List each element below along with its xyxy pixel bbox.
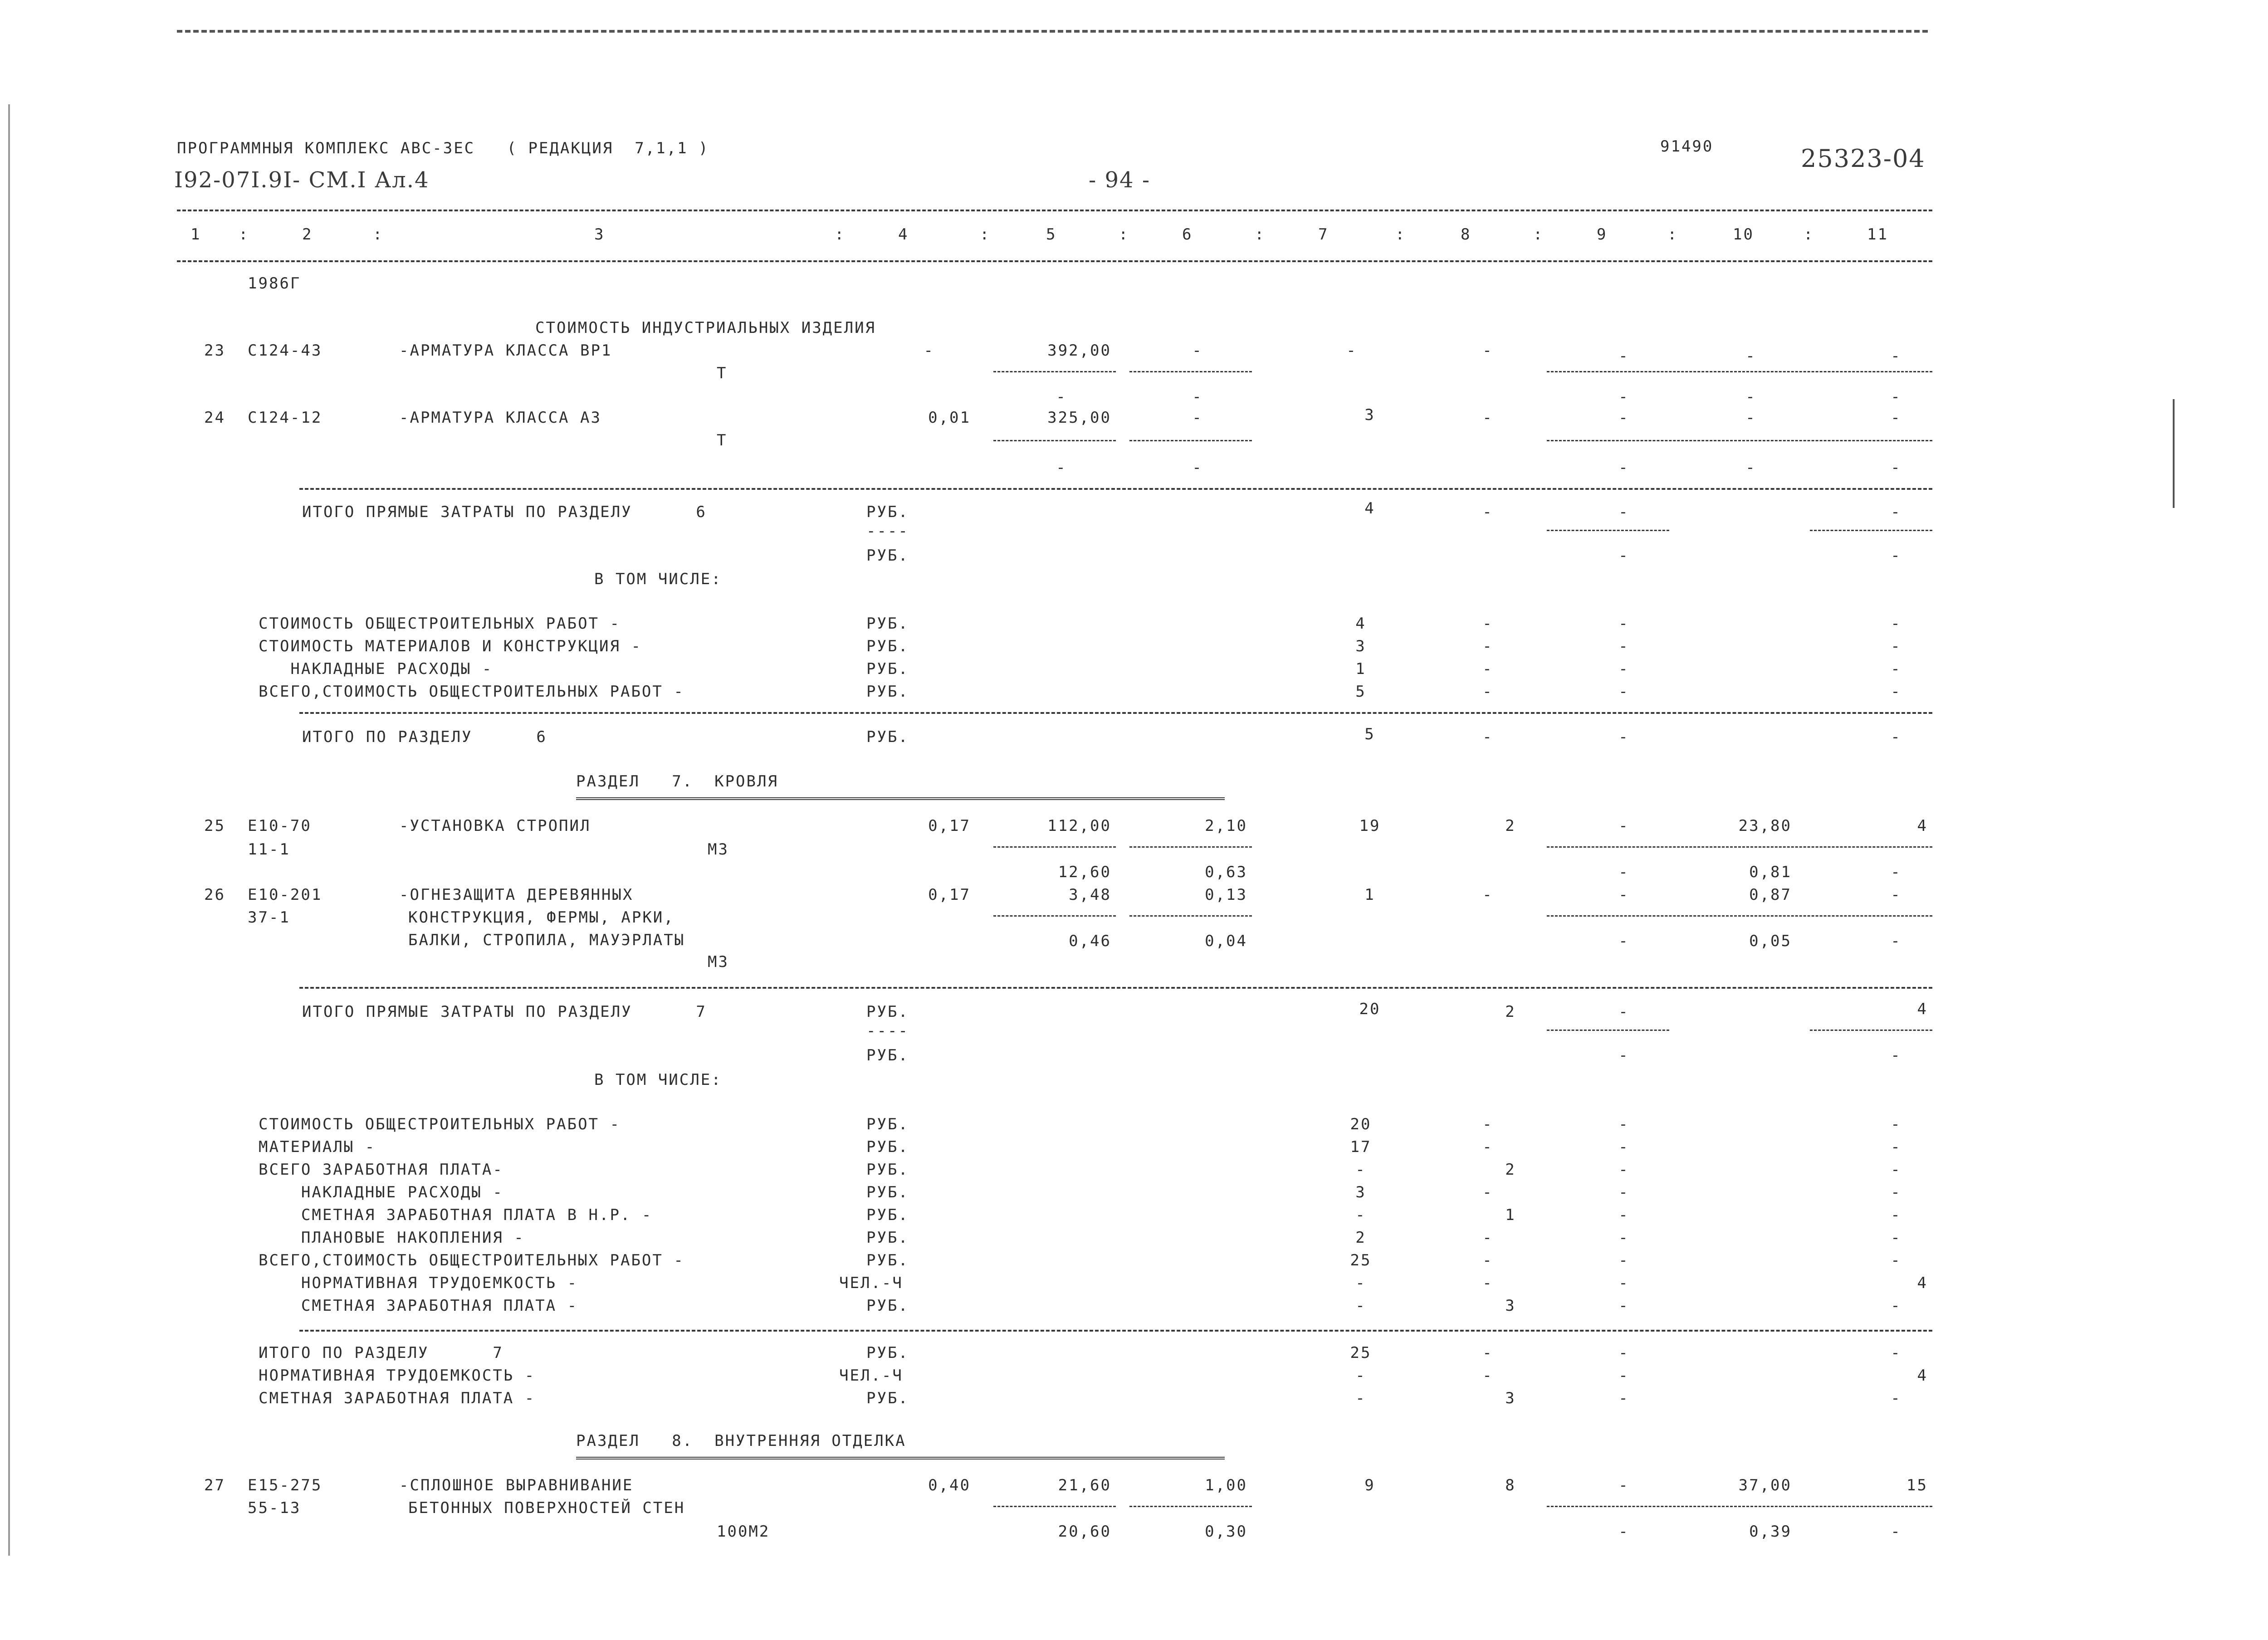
cell-col7: 20 [1359, 1000, 1381, 1018]
left-edge-line [8, 104, 10, 1556]
cell-col9: - [1618, 459, 1629, 477]
cell-col11: - [1891, 728, 1901, 746]
line-unit: РУБ. [866, 1115, 909, 1133]
cell-col7: - [1346, 342, 1357, 360]
cell-col6: 0,30 [1205, 1523, 1247, 1541]
line-label: МАТЕРИАЛЫ - [259, 1138, 376, 1156]
cell-col5: - [1056, 388, 1067, 406]
row-code: Е10-201 [248, 886, 323, 904]
cell-col8: - [1482, 886, 1493, 904]
cell-col11: 4 [1917, 817, 1928, 835]
cell-col9: - [1618, 615, 1629, 633]
cell-col6: 0,13 [1205, 886, 1247, 904]
cell-col9: - [1618, 932, 1629, 950]
line-label: ИТОГО ПО РАЗДЕЛУ 7 [259, 1344, 503, 1362]
cell-col9: - [1618, 683, 1629, 701]
column-separator: : [980, 225, 991, 244]
cell-col8: - [1482, 728, 1493, 746]
cell-col11: - [1891, 1206, 1901, 1224]
document-code: 91490 [1660, 137, 1714, 156]
line-unit: РУБ. [866, 1297, 909, 1315]
cell-col10: - [1745, 347, 1756, 365]
row-number: 27 [204, 1476, 225, 1494]
cell-split-rule [1129, 440, 1252, 441]
cell-col8: 2 [1505, 817, 1516, 835]
cell-split-rule [1547, 371, 1932, 372]
cell-col4: 0,17 [928, 817, 971, 835]
cell-col8: 1 [1505, 1206, 1516, 1224]
cell-split-rule [1129, 846, 1252, 848]
cell-split-rule [1129, 915, 1252, 917]
column-separator: : [1533, 225, 1544, 244]
cell-col11: - [1891, 660, 1901, 678]
line-unit: ЧЕЛ.-Ч [839, 1367, 903, 1385]
cell-col11: - [1891, 932, 1901, 950]
cell-col7: 25 [1350, 1344, 1372, 1362]
cell-col5: 112,00 [1047, 817, 1111, 835]
cell-col5: 0,46 [1069, 932, 1111, 950]
column-number: 5 [1046, 225, 1057, 244]
cell-col10: - [1745, 388, 1756, 406]
cell-col11: - [1891, 886, 1901, 904]
cell-col11: - [1891, 1115, 1901, 1133]
cell-col7: - [1355, 1274, 1366, 1292]
line-unit: РУБ. [866, 1138, 909, 1156]
cell-col9: - [1618, 637, 1629, 655]
cell-col6: - [1192, 459, 1203, 477]
cell-col11: - [1891, 1389, 1901, 1407]
cell-col9: - [1618, 1274, 1629, 1292]
cell-col9: - [1618, 547, 1629, 565]
cell-col9: - [1618, 1367, 1629, 1385]
line-unit: РУБ. [866, 660, 909, 678]
cell-col6: - [1192, 342, 1203, 360]
cell-col8: - [1482, 503, 1493, 521]
cell-col7: 5 [1355, 683, 1366, 701]
top-edge-dashes [177, 30, 1928, 33]
row-unit: 100М2 [717, 1523, 770, 1541]
header-rule-top [177, 210, 1932, 211]
cell-split-rule [1547, 1030, 1669, 1031]
cell-split-rule [1129, 1506, 1252, 1507]
total-unit: РУБ. [866, 1046, 909, 1064]
cell-col11: - [1891, 547, 1901, 565]
cell-col11: - [1891, 863, 1901, 881]
cell-col9: - [1618, 388, 1629, 406]
document-reference: I92-07I.9I- СМ.I Ал.4 [174, 167, 430, 193]
line-unit: РУБ. [866, 615, 909, 633]
cell-col10: 37,00 [1738, 1476, 1792, 1494]
row-number: 26 [204, 886, 225, 904]
line-label: НАКЛАДНЫЕ РАСХОДЫ - [259, 1183, 503, 1201]
line-label: НАКЛАДНЫЕ РАСХОДЫ - [259, 660, 493, 678]
cell-col8: 3 [1505, 1389, 1516, 1407]
line-unit: РУБ. [866, 1229, 909, 1247]
cell-col7: 9 [1364, 1476, 1375, 1494]
cell-col8: 3 [1505, 1297, 1516, 1315]
cell-col9: - [1618, 347, 1629, 365]
cell-col11: - [1891, 615, 1901, 633]
cell-split-rule [993, 915, 1116, 917]
cell-split-rule [1547, 915, 1932, 917]
section-title-underline [576, 797, 1225, 800]
including-heading: В ТОМ ЧИСЛЕ: [594, 1071, 722, 1089]
cell-col10: 0,39 [1749, 1523, 1792, 1541]
cell-col9: - [1618, 817, 1629, 835]
cell-col7: 1 [1355, 660, 1366, 678]
cell-col6: - [1192, 409, 1203, 427]
cell-col5: 12,60 [1058, 863, 1111, 881]
cell-col4: 0,01 [928, 409, 971, 427]
line-label: СТОИМОСТЬ ОБЩЕСТРОИТЕЛЬНЫХ РАБОТ - [259, 615, 621, 633]
cell-split-rule [993, 1506, 1116, 1507]
column-number: 4 [898, 225, 909, 244]
cell-col9: - [1618, 1161, 1629, 1179]
row-number: 25 [204, 817, 225, 835]
column-separator: : [373, 225, 384, 244]
cell-col10: 23,80 [1738, 817, 1792, 835]
cell-col8: - [1482, 683, 1493, 701]
cell-split-rule [1547, 1506, 1932, 1507]
cell-col9: - [1618, 728, 1629, 746]
cell-col8: - [1482, 409, 1493, 427]
row-code-secondary: 11-1 [248, 840, 290, 859]
cell-col11: - [1891, 1523, 1901, 1541]
cell-split-rule [1810, 1030, 1932, 1031]
cell-col11: - [1891, 637, 1901, 655]
column-number: 1 [191, 225, 201, 244]
cell-col8: - [1482, 1115, 1493, 1133]
row-description: -УСТАНОВКА СТРОПИЛ [399, 817, 591, 835]
cell-col7: - [1355, 1161, 1366, 1179]
cell-col8: - [1482, 1251, 1493, 1269]
line-unit: РУБ. [866, 683, 909, 701]
column-separator: : [1667, 225, 1678, 244]
row-description-line3: БАЛКИ, СТРОПИЛА, МАУЭРЛАТЫ [408, 931, 685, 949]
cell-col8: - [1482, 615, 1493, 633]
section-title: РАЗДЕЛ 8. ВНУТРЕННЯЯ ОТДЕЛКА [576, 1432, 906, 1450]
section-title: РАЗДЕЛ 7. КРОВЛЯ [576, 772, 778, 791]
line-unit: РУБ. [866, 637, 909, 655]
cell-col9: - [1618, 1229, 1629, 1247]
cell-col11: 4 [1917, 1000, 1928, 1018]
cell-col11: - [1891, 1138, 1901, 1156]
cell-col11: - [1891, 1183, 1901, 1201]
cell-col8: - [1482, 1344, 1493, 1362]
cell-col7: - [1355, 1206, 1366, 1224]
cell-col9: - [1618, 1183, 1629, 1201]
row-number: 24 [204, 409, 225, 427]
line-unit: РУБ. [866, 1206, 909, 1224]
cell-col8: - [1482, 637, 1493, 655]
cell-col8: 8 [1505, 1476, 1516, 1494]
cell-col5: 3,48 [1069, 886, 1111, 904]
column-number: 8 [1461, 225, 1471, 244]
total-unit: РУБ. [866, 547, 909, 565]
line-label: СТОИМОСТЬ ОБЩЕСТРОИТЕЛЬНЫХ РАБОТ - [259, 1115, 621, 1133]
cell-split-rule [1547, 530, 1669, 531]
cell-col7: 2 [1355, 1229, 1366, 1247]
total-unit: РУБ. [866, 1003, 909, 1021]
cell-col7: - [1355, 1367, 1366, 1385]
cell-split-rule [993, 846, 1116, 848]
cell-col11: - [1891, 388, 1901, 406]
row-description: -АРМАТУРА КЛАССА А3 [399, 409, 601, 427]
column-separator: : [1395, 225, 1406, 244]
row-code: Е15-275 [248, 1476, 323, 1494]
line-label: НОРМАТИВНАЯ ТРУДОЕМКОСТЬ - [259, 1367, 536, 1385]
cell-col9: - [1618, 1206, 1629, 1224]
column-number: 7 [1318, 225, 1329, 244]
cell-col9: - [1618, 1138, 1629, 1156]
line-label: СТОИМОСТЬ МАТЕРИАЛОВ И КОНСТРУКЦИЯ - [259, 637, 642, 655]
price-base-year: 1986Г [248, 274, 301, 293]
cell-col11: 15 [1906, 1476, 1928, 1494]
program-header: ПРОГРАММНЫЯ КОМПЛЕКС АВС-3ЕС ( РЕДАКЦИЯ 7,1,1 ) [177, 139, 709, 157]
column-number: 11 [1867, 225, 1888, 244]
total-label: ИТОГО ПРЯМЫЕ ЗАТРАТЫ ПО РАЗДЕЛУ 6 [302, 503, 707, 521]
cell-col9: - [1618, 863, 1629, 881]
row-unit: Т [717, 364, 728, 382]
row-code: Е10-70 [248, 817, 312, 835]
cell-col8: - [1482, 1274, 1493, 1292]
cell-col8: - [1482, 342, 1493, 360]
row-unit: М3 [708, 953, 729, 971]
cell-col7: 1 [1364, 886, 1375, 904]
row-description: -ОГНЕЗАЩИТА ДЕРЕВЯННЫХ [399, 886, 634, 904]
line-label: НОРМАТИВНАЯ ТРУДОЕМКОСТЬ - [259, 1274, 578, 1292]
cell-col7: 4 [1355, 615, 1366, 633]
cell-col7: 25 [1350, 1251, 1372, 1269]
cell-col8: - [1482, 660, 1493, 678]
cell-col7: 17 [1350, 1138, 1372, 1156]
cell-col11: - [1891, 1229, 1901, 1247]
row-code: С124-12 [248, 409, 323, 427]
cell-col11: - [1891, 1161, 1901, 1179]
line-label: ВСЕГО,СТОИМОСТЬ ОБЩЕСТРОИТЕЛЬНЫХ РАБОТ - [259, 1251, 684, 1269]
row-description: -СПЛОШНОЕ ВЫРАВНИВАНИЕ [399, 1476, 634, 1494]
cell-col8: 2 [1505, 1003, 1516, 1021]
cell-col11: - [1891, 1251, 1901, 1269]
line-unit: РУБ. [866, 1389, 909, 1407]
group-subtitle: СТОИМОСТЬ ИНДУСТРИАЛЬНЫХ ИЗДЕЛИЯ [535, 319, 876, 337]
cell-col8: - [1482, 1183, 1493, 1201]
cell-split-rule [1547, 440, 1932, 441]
cell-col5: 392,00 [1047, 342, 1111, 360]
cell-col9: - [1618, 1046, 1629, 1064]
cell-col5: 20,60 [1058, 1523, 1111, 1541]
line-label: СМЕТНАЯ ЗАРАБОТНАЯ ПЛАТА - [259, 1389, 536, 1407]
line-label: СМЕТНАЯ ЗАРАБОТНАЯ ПЛАТА - [259, 1297, 578, 1315]
cell-split-rule [993, 371, 1116, 372]
column-number: 3 [594, 225, 605, 244]
column-separator: : [1255, 225, 1266, 244]
line-label: ВСЕГО ЗАРАБОТНАЯ ПЛАТА- [259, 1161, 503, 1179]
cell-col11: - [1891, 409, 1901, 427]
cell-col11: - [1891, 459, 1901, 477]
cell-col8: - [1482, 1367, 1493, 1385]
cell-col7: 3 [1364, 406, 1375, 424]
cell-col4: - [924, 342, 934, 360]
section-rule [299, 987, 1932, 989]
cell-col9: - [1618, 409, 1629, 427]
cell-col7: 4 [1364, 499, 1375, 517]
cell-col7: 3 [1355, 1183, 1366, 1201]
cell-col9: - [1618, 1251, 1629, 1269]
cell-col9: - [1618, 1344, 1629, 1362]
total-unit: РУБ. [866, 503, 909, 521]
cell-col9: - [1618, 1476, 1629, 1494]
line-unit: РУБ. [866, 1344, 909, 1362]
column-number: 9 [1597, 225, 1608, 244]
cell-split-rule [1810, 530, 1932, 531]
cell-col7: 19 [1359, 817, 1381, 835]
cell-col8: 2 [1505, 1161, 1516, 1179]
line-label: ПЛАНОВЫЕ НАКОПЛЕНИЯ - [259, 1229, 525, 1247]
cell-col9: - [1618, 1523, 1629, 1541]
cell-col11: 4 [1917, 1274, 1928, 1292]
including-heading: В ТОМ ЧИСЛЕ: [594, 570, 722, 588]
line-unit: РУБ. [866, 1161, 909, 1179]
row-description-line2: БЕТОННЫХ ПОВЕРХНОСТЕЙ СТЕН [408, 1499, 685, 1517]
row-description: -АРМАТУРА КЛАССА ВР1 [399, 342, 612, 360]
cell-col10: 0,05 [1749, 932, 1792, 950]
cell-col10: - [1745, 409, 1756, 427]
cell-col7: - [1355, 1389, 1366, 1407]
total-unit: РУБ. [866, 728, 909, 746]
cell-col5: 325,00 [1047, 409, 1111, 427]
cell-col7: 3 [1355, 637, 1366, 655]
cell-col9: - [1618, 886, 1629, 904]
cell-col4: 0,17 [928, 886, 971, 904]
cell-col7: 5 [1364, 725, 1375, 743]
section-rule [299, 1330, 1932, 1332]
total-label: ИТОГО ПРЯМЫЕ ЗАТРАТЫ ПО РАЗДЕЛУ 7 [302, 1003, 707, 1021]
column-number: 10 [1733, 225, 1754, 244]
cell-col6: 2,10 [1205, 817, 1247, 835]
cell-col10: 0,81 [1749, 863, 1792, 881]
cell-col8: - [1482, 1138, 1493, 1156]
cell-col10: - [1745, 459, 1756, 477]
row-description-line2: КОНСТРУКЦИЯ, ФЕРМЫ, АРКИ, [408, 908, 675, 927]
line-unit: ЧЕЛ.-Ч [839, 1274, 903, 1292]
total-label: ИТОГО ПО РАЗДЕЛУ 6 [302, 728, 547, 746]
cell-col11: - [1891, 1046, 1901, 1064]
right-edge-mark [2173, 399, 2175, 508]
row-number: 23 [204, 342, 225, 360]
cell-col4: 0,40 [928, 1476, 971, 1494]
total-unit-dashes: ---- [866, 1022, 909, 1040]
row-unit: Т [717, 431, 728, 449]
cell-col11: - [1891, 347, 1901, 365]
cell-col9: - [1618, 1389, 1629, 1407]
page-number: - 94 - [1089, 167, 1151, 193]
cell-col6: - [1192, 388, 1203, 406]
cell-split-rule [993, 440, 1116, 441]
cell-col9: - [1618, 660, 1629, 678]
line-unit: РУБ. [866, 1183, 909, 1201]
cell-col10: 0,87 [1749, 886, 1792, 904]
cell-col11: 4 [1917, 1367, 1928, 1385]
cell-col7: - [1355, 1297, 1366, 1315]
column-number: 2 [302, 225, 313, 244]
cell-col6: 0,04 [1205, 932, 1247, 950]
cell-col5: 21,60 [1058, 1476, 1111, 1494]
cell-col11: - [1891, 683, 1901, 701]
column-number: 6 [1182, 225, 1193, 244]
section-title-underline [576, 1457, 1225, 1459]
cell-col7: 20 [1350, 1115, 1372, 1133]
row-code-secondary: 55-13 [248, 1499, 301, 1517]
cell-split-rule [1547, 846, 1932, 848]
column-separator: : [1119, 225, 1129, 244]
cell-col6: 0,63 [1205, 863, 1247, 881]
cell-col5: - [1056, 459, 1067, 477]
cell-col11: - [1891, 1297, 1901, 1315]
row-code-secondary: 37-1 [248, 908, 290, 927]
cell-col9: - [1618, 1003, 1629, 1021]
total-unit-dashes: ---- [866, 522, 909, 540]
cell-col9: - [1618, 503, 1629, 521]
section-rule [299, 712, 1932, 714]
section-rule [299, 488, 1932, 490]
cell-split-rule [1129, 371, 1252, 372]
cell-col8: - [1482, 1229, 1493, 1247]
cell-col9: - [1618, 1297, 1629, 1315]
row-code: С124-43 [248, 342, 323, 360]
line-label: СМЕТНАЯ ЗАРАБОТНАЯ ПЛАТА В Н.Р. - [259, 1206, 653, 1224]
cell-col6: 1,00 [1205, 1476, 1247, 1494]
column-separator: : [1804, 225, 1814, 244]
cell-col11: - [1891, 503, 1901, 521]
line-label: ВСЕГО,СТОИМОСТЬ ОБЩЕСТРОИТЕЛЬНЫХ РАБОТ - [259, 683, 684, 701]
row-unit: М3 [708, 840, 729, 859]
line-unit: РУБ. [866, 1251, 909, 1269]
archive-stamp-number: 25323-04 [1801, 144, 1926, 173]
column-separator: : [239, 225, 249, 244]
cell-col9: - [1618, 1115, 1629, 1133]
column-separator: : [835, 225, 846, 244]
header-rule-bottom [177, 260, 1932, 262]
cell-col11: - [1891, 1344, 1901, 1362]
